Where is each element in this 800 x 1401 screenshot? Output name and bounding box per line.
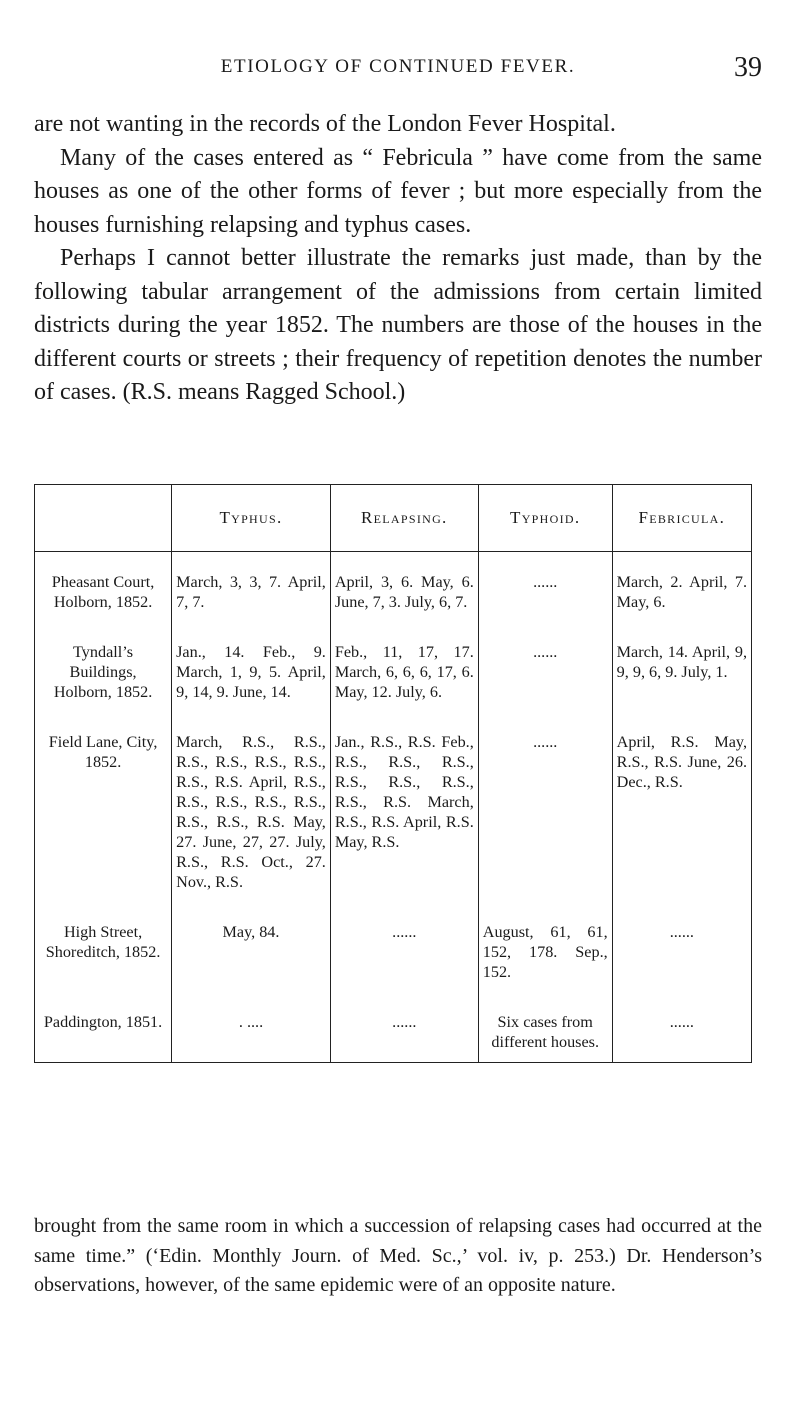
- place-cell: Field Lane, City, 1852.: [35, 726, 172, 916]
- typhus-cell: May, 84.: [172, 916, 331, 1006]
- fever-cases-table: [34, 484, 752, 1063]
- table-row: [35, 1006, 752, 1063]
- typhus-cell: . ....: [172, 1006, 331, 1063]
- header-typhus: Typhus.: [172, 485, 331, 552]
- paragraph: Perhaps I cannot better illustrate the remarks just made, than by the following tabular arrangement of the admissions from certain limited districts during the year 1852. The numbers are those of the houses in the different courts or streets ; their frequency of repetition denotes the number of cases. (R.S. means Ragged School.): [34, 245, 762, 405]
- typhoid-cell: ......: [478, 552, 612, 637]
- paragraph: Many of the cases entered as “ Febricula ” have come from the same houses as one of the other forms of fever ; but more especially from the houses furnishing relapsing and typhus cases.: [34, 144, 762, 238]
- place-cell: Paddington, 1851.: [35, 1006, 172, 1063]
- typhus-cell: March, R.S., R.S., R.S., R.S., R.S., R.S., R.S., R.S. April, R.S., R.S., R.S., R.S., R.S., R.S., R.S., R.S. May, 27. June, 27, 27. July, R.S., R.S. Oct., 27. Nov., R.S.: [172, 726, 331, 916]
- table-row: [35, 636, 752, 726]
- page-number: 39: [734, 52, 762, 83]
- page-header: [34, 52, 762, 84]
- febricula-cell: April, R.S. May, R.S., R.S. June, 26. Dec., R.S.: [612, 726, 751, 916]
- typhus-cell: March, 3, 3, 7. April, 7, 7.: [172, 552, 331, 637]
- table-row: [35, 552, 752, 637]
- relapsing-cell: April, 3, 6. May, 6. June, 7, 3. July, 6, 7.: [330, 552, 478, 637]
- paragraph: are not wanting in the records of the London Fever Hospital.: [34, 111, 616, 137]
- table-row: [35, 916, 752, 1006]
- continuation-paragraph: brought from the same room in which a succession of relapsing cases had occurred at the same time.” (‘Edin. Monthly Journ. of Med. Sc.,’ vol. iv, p. 253.) Dr. Henderson’s observations, however, of the same epidemic were of an opposite nature.: [34, 1215, 762, 1296]
- body-text: [34, 108, 762, 410]
- typhoid-cell: ......: [478, 726, 612, 916]
- relapsing-cell: Feb., 11, 17, 17. March, 6, 6, 6, 17, 6. May, 12. July, 6.: [330, 636, 478, 726]
- running-head: ETIOLOGY OF CONTINUED FEVER.: [220, 56, 576, 77]
- relapsing-cell: ......: [330, 1006, 478, 1063]
- place-cell: Pheasant Court, Holborn, 1852.: [35, 552, 172, 637]
- relapsing-cell: ......: [330, 916, 478, 1006]
- table-row: [35, 726, 752, 916]
- febricula-cell: ......: [612, 1006, 751, 1063]
- place-cell: Tyndall’s Buildings, Holborn, 1852.: [35, 636, 172, 726]
- header-typhoid: Typhoid.: [478, 485, 612, 552]
- typhoid-cell: August, 61, 61, 152, 178. Sep., 152.: [478, 916, 612, 1006]
- typhoid-cell: ......: [478, 636, 612, 726]
- febricula-cell: ......: [612, 916, 751, 1006]
- header-place: [35, 485, 172, 552]
- febricula-cell: March, 14. April, 9, 9, 9, 6, 9. July, 1.: [612, 636, 751, 726]
- typhoid-cell: Six cases from different houses.: [478, 1006, 612, 1063]
- header-relapsing: Relapsing.: [330, 485, 478, 552]
- typhus-cell: Jan., 14. Feb., 9. March, 1, 9, 5. April, 9, 14, 9. June, 14.: [172, 636, 331, 726]
- place-cell: High Street, Shoreditch, 1852.: [35, 916, 172, 1006]
- table-header-row: [35, 485, 752, 552]
- relapsing-cell: Jan., R.S., R.S. Feb., R.S., R.S., R.S., R.S., R.S., R.S., R.S., R.S. March, R.S., R.S. April, R.S. May, R.S.: [330, 726, 478, 916]
- febricula-cell: March, 2. April, 7. May, 6.: [612, 552, 751, 637]
- header-febricula: Febricula.: [612, 485, 751, 552]
